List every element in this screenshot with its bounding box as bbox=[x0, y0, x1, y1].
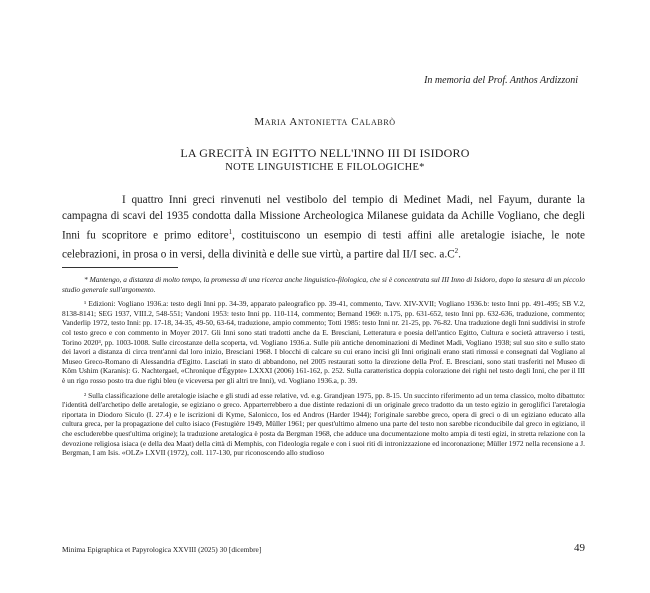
footnote-1: ¹ Edizioni: Vogliano 1936.a: testo degli Inni pp. 34-39, apparato paleografico pp. 39-41, commento, Tavv. XIV-XVII; Vogliano 1936.b: testo Inni pp. 491-495; SB V.2, 8138-8141; SEG 1937, VIII.2, 548-551; Vandoni 1953: testo Inni pp. 110-114, commento; Bernand 1969: n.175, pp. 631-652, testo Inni pp. 632-636, traduzione, commento; Vanderlip 1972, testo Inni: pp. 17-18, 34-35, 49-50, 63-64, traduzione, ampio commento; Totti 1985: testo Inni nr. 21-25, pp. 76-82. Una traduzione degli Inni suddivisi in strofe col testo greco e con commento in Moyer 2017. Gli Inni sono stati tradotti anche da E. Bresciani, Letteratura e poesia dell'antico Egitto, Cultura e società attraverso i testi, Torino 2020³, pp. 1003-1008. Sulle circostanze della scoperta, vd. Vogliano 1936.a. Sulle più antiche denominazioni di Medinet Madi, Vogliano 1938; sul suo sito e sullo stato dei lavori a distanza di circa trent'anni dal loro inizio, Bresciani 1968. I blocchi di calcare su cui erano incisi gli Inni originali erano stati rimossi e consegnati dal Vogliano al Museo Greco-Romano di Alessandria d'Egitto. Lasciati in stato di abbandono, nel 2005 restaurati sotto la direzione della Prof. E. Bresciani, sono stati trasferiti nel Museo di Kôm Ushim (Karanis): G. Nachtergael, «Chronique d'Égypte» LXXXI (2006) 161-162, p. 252. Sulla caratteristica doppia colorazione dei righi nel testo degli Inni, che per il III è un rigo rosso posto tra due righi bleu (e viceversa per gli altri tre Inni), vd. Vogliano 1936.a, p. 39. bbox=[62, 299, 585, 385]
footnote-separator bbox=[62, 267, 178, 268]
footnote-ref-1[interactable]: 1 bbox=[228, 227, 233, 236]
footnote-ref-2[interactable]: 2 bbox=[454, 247, 459, 256]
dedication: In memoria del Prof. Anthos Ardizzoni bbox=[424, 75, 578, 86]
journal-footer: Minima Epigraphica et Papyrologica XXVIII (2025) 30 [dicembre] bbox=[62, 545, 262, 554]
opening-text-end: . bbox=[458, 248, 461, 261]
opening-text-2: , costituiscono un esempio di testi affini alle aretalogie isiache, le note celebrazioni, in prosa o in versi, della divinità e delle sue virtù, a partire dal II/I sec. a.C bbox=[62, 229, 585, 261]
article-title: LA GRECITÀ IN EGITTO NELL'INNO III DI ISIDORO bbox=[180, 146, 470, 160]
opening-paragraph bbox=[62, 193, 585, 264]
article-subtitle: NOTE LINGUISTICHE E FILOLOGICHE* bbox=[225, 162, 425, 173]
author-name: Maria Antonietta Calabrò bbox=[254, 116, 396, 128]
footnotes bbox=[62, 275, 585, 463]
footnote-2: ² Sulla classificazione delle aretalogie isiache e gli studi ad esse relative, vd. e.g. Grandjean 1975, pp. 8-15. Un succinto riferimento ad un tema classico, molto dibattuto: l'identità dell'archetipo delle aretalogie, se egiziano o greco. Apparterrebbero a due distinte redazioni di un originale greco tradotto da un testo egizio in geroglifici l'aretalogia riportata in Diodoro Siculo (I. 27.4) e le iscrizioni di Kyme, Salonicco, Ios ed Andros (Harder 1944); l'originale sarebbe greco, opera di greci o di un egiziano educato alla cultura greca, per la propagazione del culto isiaco (Festugière 1949, Müller 1961; per quest'ultimo almeno una parte del testo non sarebbe riconducibile dal greco in egiziano, il che escluderebbe quest'ultima origine); la traduzione aretalogica è posta da Bergman 1968, che adduce una documentazione molto ampia di testi egizi, in stretta relazione con la devozione religiosa isiaca (e della dea Maat) della città di Memphis, con l'ideologia regale e con i suoi riti di intronizzazione ed incoronazione; Müller 1972 nella recensione a J. Bergman, I am Isis. «OLZ» LXVII (1972), coll. 117-130, pur riconoscendo allo studioso bbox=[62, 390, 585, 458]
footnote-star: * Mantengo, a distanza di molto tempo, la promessa di una ricerca anche linguistico-filologica, che si è concentrata sul III Inno di Isidoro, dopo la stesura di un piccolo studio generale sull'argomento. bbox=[62, 275, 585, 294]
page-number: 49 bbox=[574, 542, 585, 554]
opening-text-1: I quattro Inni greci rinvenuti nel vestibolo del tempio di Medinet Madi, nel Fayum, durante la campagna di scavi del 1935 condotta dalla Missione Archeologica Milanese guidata da Achille Vogliano, che degli Inni fu scopritore e primo editore bbox=[62, 194, 585, 242]
